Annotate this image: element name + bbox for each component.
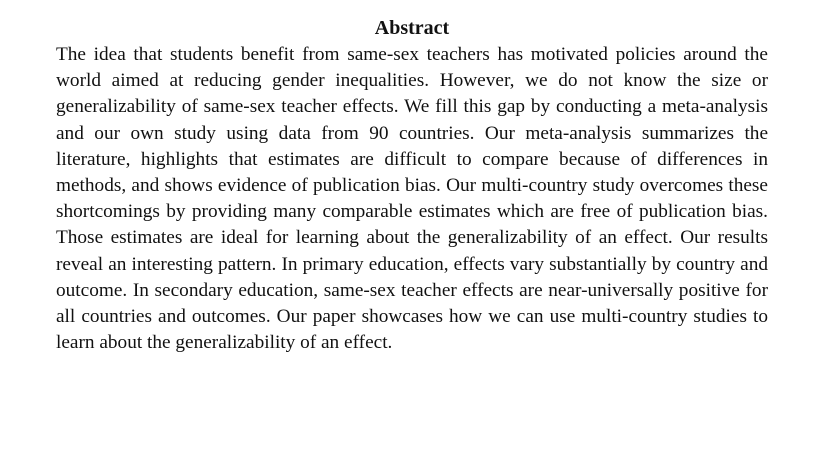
abstract-heading: Abstract [374, 17, 450, 39]
abstract-section [56, 14, 768, 356]
abstract-body: The idea that students benefit from same-sex teachers has motivated policies around the world aimed at reducing gender inequalities. However, we do not know the size or generalizability of same-sex teacher effects. We fill this gap by conducting a meta-analysis and our own study using data from 90 countries. Our meta-analysis summarizes the literature, highlights that estimates are difficult to compare because of differences in methods, and shows evidence of publication bias. Our multi-country study overcomes these shortcomings by providing many comparable estimates which are free of publication bias. Those estimates are ideal for learning about the generalizability of an effect. Our results reveal an interesting pattern. In primary education, effects vary substantially by country and outcome. In secondary education, same-sex teacher effects are near-universally positive for all countries and outcomes. Our paper showcases how we can use multi-country studies to learn about the generalizability of an effect. [56, 44, 768, 354]
